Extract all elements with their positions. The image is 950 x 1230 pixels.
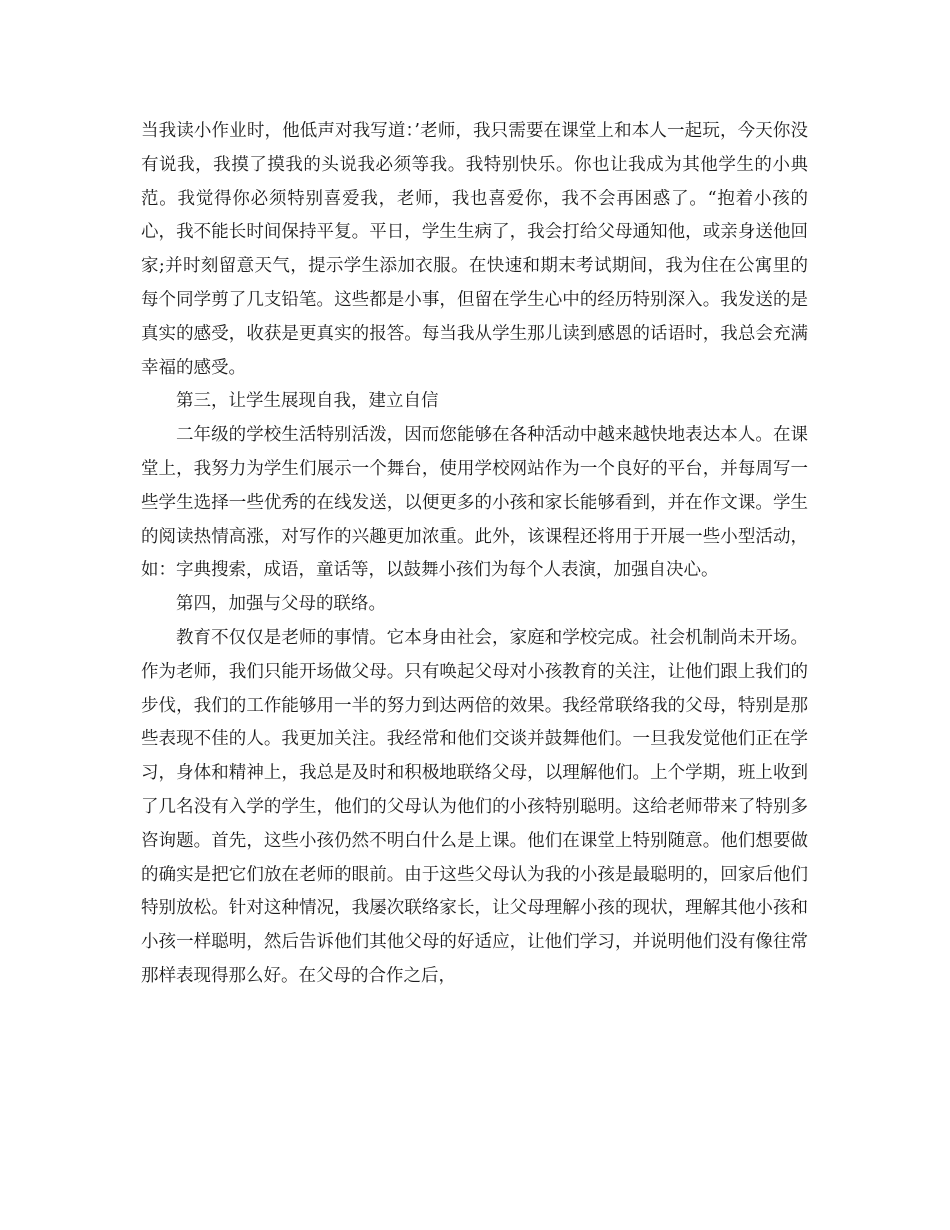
paragraph-student-note: 当我读小作业时，他低声对我写道：’老师，我只需要在课堂上和本人一起玩，今天你没有说我，我摸了摸我的头说我必须等我。我特别快乐。你也让我成为其他学生的小典范。我觉得你必须特别喜爱我，老师，我也喜爱你，我不会再困惑了。“抱着小孩的心，我不能长时间保持平复。平日，学生生病了，我会打给父母通知他，或亲身送他回家;并时刻留意天气，提示学生添加衣服。在快速和期末考试期间，我为住在公寓里的每个同学剪了几支铅笔。这些都是小事，但留在学生心中的经历特别深入。我发送的是真实的感受，收获是更真实的报答。每当我从学生那儿读到感恩的话语时，我总会充满幸福的感受。 [141, 121, 808, 378]
document-body [141, 115, 808, 994]
paragraph-self-expression: 二年级的学校生活特别活泼，因而您能够在各种活动中越来越快地表达本人。在课堂上，我努力为学生们展示一个舞台，使用学校网站作为一个良好的平台，并每周写一些学生选择一些优秀的在线发送，以便更多的小孩和家长能够看到，并在作文课。学生的阅读热情高涨，对写作的兴趣更加浓重。此外，该课程还将用于开展一些小型活动，如：字典搜索，成语，童话等，以鼓舞小孩们为每个人表演，加强自决心。 [141, 425, 808, 581]
section-heading-third: 第三，让学生展现自我，建立自信 [176, 391, 439, 412]
paragraph-parent-contact: 教育不仅仅是老师的事情。它本身由社会，家庭和学校完成。社会机制尚未开场。作为老师，我们只能开场做父母。只有唤起父母对小孩教育的关注，让他们跟上我们的步伐，我们的工作能够用一半的努力到达两倍的效果。我经常联络我的父母，特别是那些表现不佳的人。我更加关注。我经常和他们交谈并鼓舞他们。一旦我发觉他们正在学习，身体和精神上，我总是及时和积极地联络父母，以理解他们。上个学期，班上收到了几名没有入学的学生，他们的父母认为他们的小孩特别聪明。这给老师带来了特别多咨询题。首先，这些小孩仍然不明白什么是上课。他们在课堂上特别随意。他们想要做的确实是把它们放在老师的眼前。由于这些父母认为我的小孩是最聪明的，回家后他们特别放松。针对这种情况，我屡次联络家长，让父母理解小孩的现状，理解其他小孩和小孩一样聪明，然后告诉他们其他父母的好适应，让他们学习，并说明他们没有像往常那样表现得那么好。在父母的合作之后， [141, 627, 808, 986]
section-heading-fourth: 第四，加强与父母的联络。 [176, 594, 386, 615]
